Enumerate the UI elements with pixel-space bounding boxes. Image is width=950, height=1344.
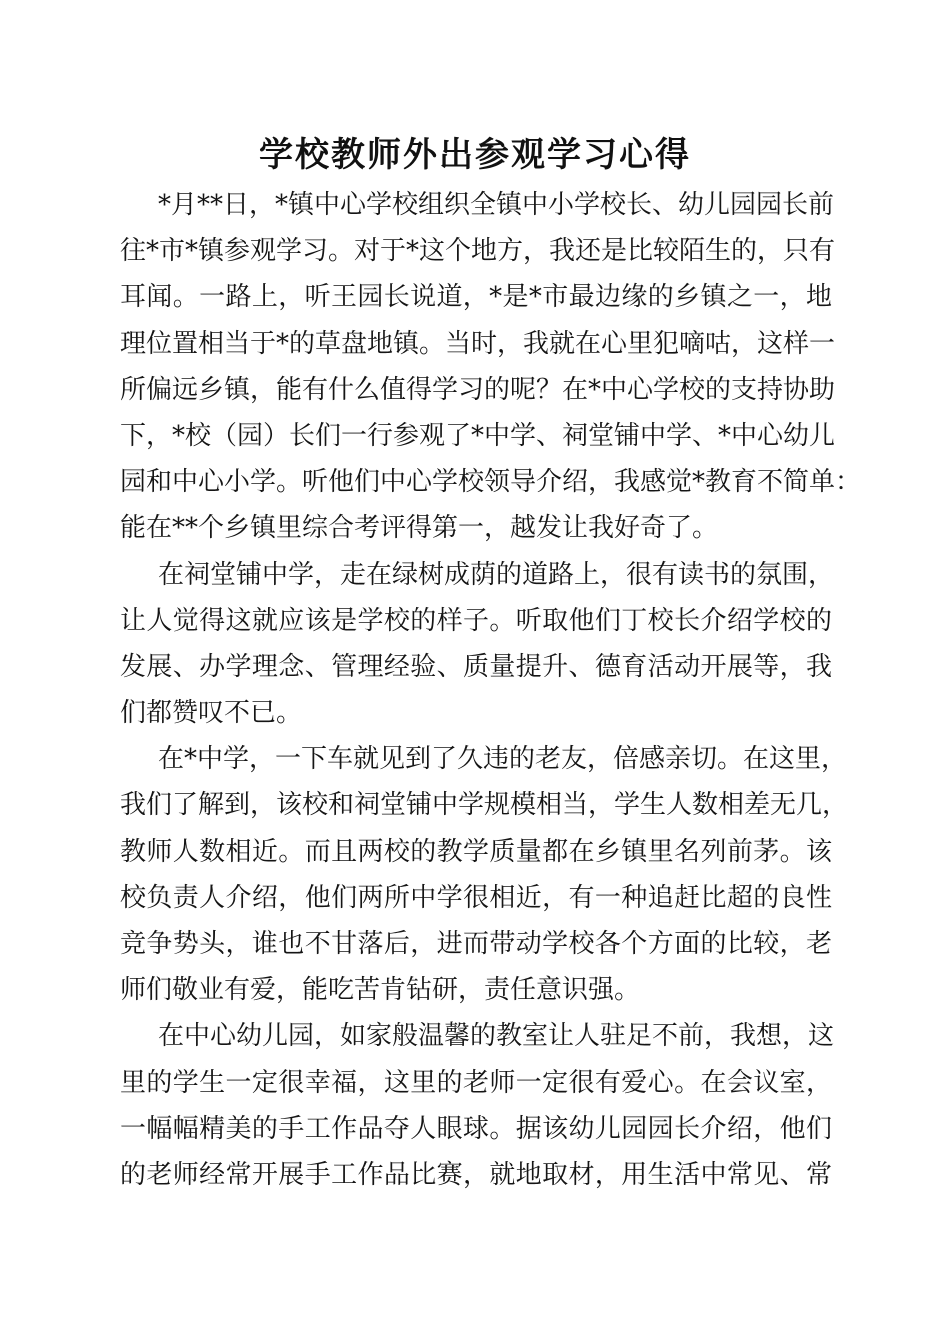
paragraph-line: 园和中心小学。听他们中心学校领导介绍，我感觉*教育不简单：	[120, 467, 862, 498]
paragraph-line: 往*市*镇参观学习。对于*这个地方，我还是比较陌生的，只有	[120, 236, 836, 267]
paragraph-line: 里的学生一定很幸福，这里的老师一定很有爱心。在会议室，	[120, 1067, 832, 1098]
paragraph-1	[120, 182, 862, 552]
paragraph-line: 理位置相当于*的草盘地镇。当时，我就在心里犯嘀咕，这样一	[120, 328, 836, 359]
paragraph-line: 能在**个乡镇里综合考评得第一，越发让我好奇了。	[120, 513, 719, 544]
paragraph-line: 师们敬业有爱，能吃苦肯钻研，责任意识强。	[120, 975, 641, 1006]
paragraph-line: 在中心幼儿园，如家般温馨的教室让人驻足不前，我想，这	[158, 1021, 835, 1052]
document-title: 学校教师外出参观学习心得	[259, 135, 691, 175]
paragraph-line: 下，*校（园）长们一行参观了*中学、祠堂铺中学、*中心幼儿	[120, 420, 836, 451]
paragraph-4	[120, 1013, 835, 1198]
document-body	[120, 182, 862, 1198]
paragraph-line: 所偏远乡镇，能有什么值得学习的呢？在*中心学校的支持协助	[120, 374, 836, 405]
paragraph-2	[120, 552, 835, 737]
paragraph-line: 的老师经常开展手工作品比赛，就地取材，用生活中常见、常	[120, 1159, 832, 1190]
paragraph-line: 我们了解到，该校和祠堂铺中学规模相当，学生人数相差无几，	[120, 790, 849, 821]
paragraph-line: 发展、办学理念、管理经验、质量提升、德育活动开展等，我	[120, 651, 832, 682]
paragraph-line: 教师人数相近。而且两校的教学质量都在乡镇里名列前茅。该	[120, 836, 832, 867]
paragraph-line: 校负责人介绍，他们两所中学很相近，有一种追赶比超的良性	[120, 882, 832, 913]
paragraph-line: 一幅幅精美的手工作品夺人眼球。据该幼儿园园长介绍，他们	[120, 1113, 832, 1144]
paragraph-line: 竞争势头，谁也不甘落后，进而带动学校各个方面的比较，老	[120, 929, 832, 959]
paragraph-line: 让人觉得这就应该是学校的样子。听取他们丁校长介绍学校的	[120, 605, 832, 636]
paragraph-line: 耳闻。一路上，听王园长说道，*是*市最边缘的乡镇之一，地	[120, 282, 832, 313]
paragraph-3	[120, 736, 849, 1013]
paragraph-line: 在祠堂铺中学，走在绿树成荫的道路上，很有读书的氛围，	[158, 559, 835, 590]
paragraph-line: *月**日，*镇中心学校组织全镇中小学校长、幼儿园园长前	[158, 190, 835, 220]
paragraph-line: 们都赞叹不已。	[120, 698, 303, 729]
paragraph-line: 在*中学，一下车就见到了久违的老友，倍感亲切。在这里，	[158, 744, 848, 775]
